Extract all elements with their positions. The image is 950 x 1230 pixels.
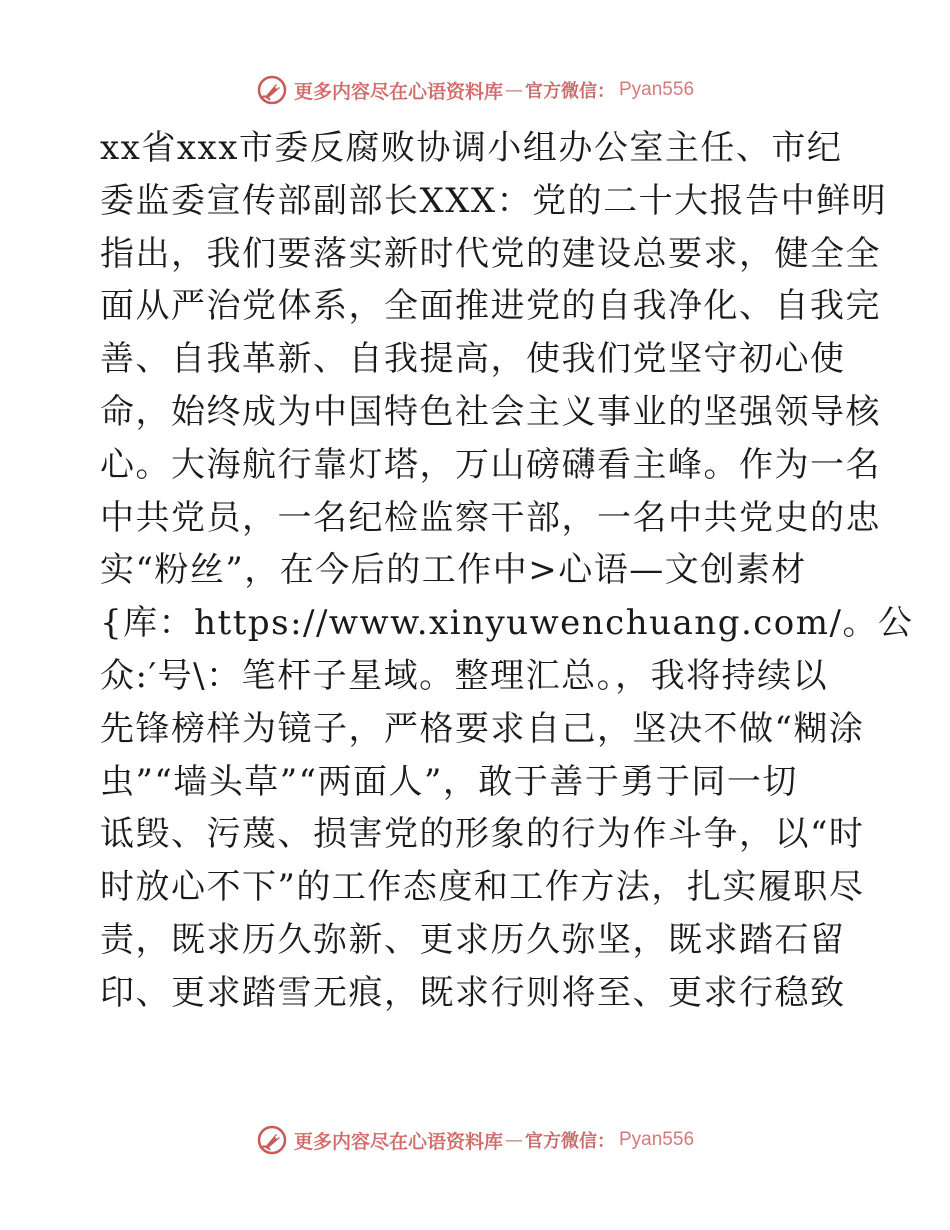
footer-dash: — (505, 1129, 523, 1151)
header-dash: — (505, 79, 523, 101)
body-line: 命，始终成为中国特色社会主义事业的坚强领导核 (100, 391, 881, 432)
body-line: 善、自我革新、自我提高，使我们党坚守初心使 (100, 339, 846, 380)
footer-banner (0, 1120, 950, 1160)
body-line: 众:′号\：笔杆子星域。整理汇总。，我将持续以 (100, 655, 829, 696)
header-site-text: 更多内容尽在心语资料库 (293, 80, 503, 103)
body-line: 虫”“墙头草”“两面人”，敢于善于勇于同一切 (100, 761, 798, 802)
footer-wechat-id: Pyan556 (619, 1129, 695, 1150)
body-line: 印、更求踏雪无痕，既求行则将至、更求行稳致 (100, 972, 846, 1013)
pen-nib-logo-icon (256, 74, 288, 106)
body-line: 实“粉丝”，在今后的工作中>心语—文创素材 (100, 550, 807, 591)
body-line: 中共党员，一名纪检监察干部，一名中共党史的忠 (100, 497, 881, 538)
body-line: 委监委宣传部副部长XXX：党的二十大报告中鲜明 (100, 180, 888, 221)
document-body (100, 122, 914, 1020)
body-line: 指出，我们要落实新时代党的建设总要求，健全全 (100, 233, 881, 274)
pen-nib-logo-icon (256, 1124, 288, 1156)
header-wechat-label: 官方微信： (525, 81, 615, 102)
header-banner (0, 70, 950, 110)
footer-wechat-label: 官方微信： (525, 1131, 615, 1152)
body-line-url: {库：https://www.xinyuwenchuang.com/。公 (100, 603, 914, 644)
body-line: 时放心不下”的工作态度和工作方法，扎实履职尽 (100, 867, 865, 908)
footer-site-text: 更多内容尽在心语资料库 (293, 1130, 503, 1153)
body-line: 诋毁、污蔑、损害党的形象的行为作斗争，以“时 (100, 814, 865, 855)
body-line: 先锋榜样为镜子，严格要求自己，坚决不做“糊涂 (100, 708, 865, 749)
body-line: 心。大海航行靠灯塔，万山磅礴看主峰。作为一名 (100, 444, 881, 485)
body-line: xx省xxx市委反腐败协调小组办公室主任、市纪 (100, 128, 843, 168)
body-line: 面从严治党体系，全面推进党的自我净化、自我完 (100, 286, 881, 327)
body-line: 责，既求历久弥新、更求历久弥坚，既求踏石留 (100, 919, 846, 960)
header-wechat-id: Pyan556 (619, 79, 695, 100)
